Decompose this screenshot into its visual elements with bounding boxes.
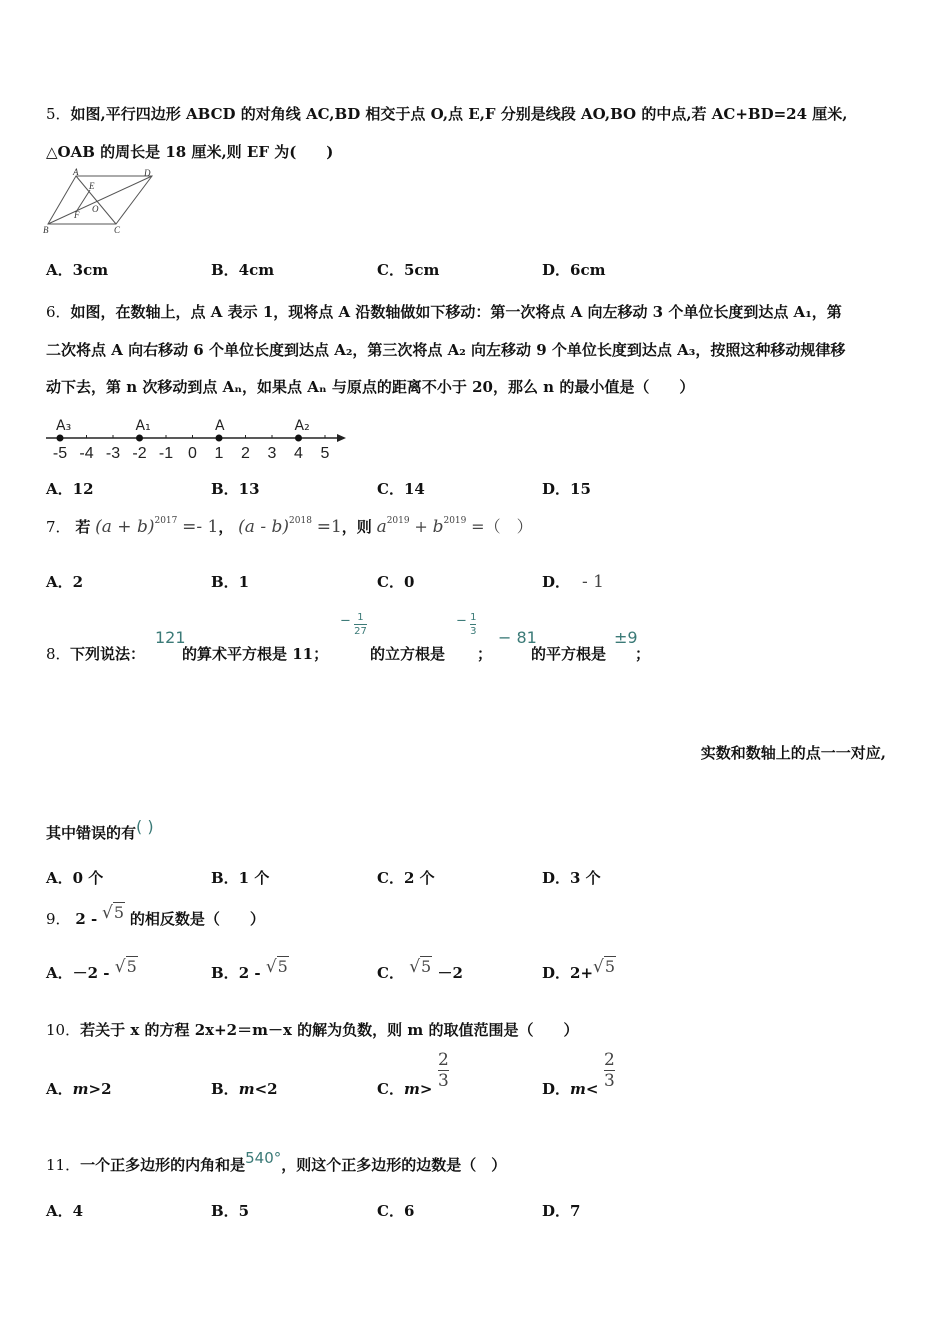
q11-angle: 540° [245, 1149, 282, 1167]
q8-option-d[interactable]: D．3 个 [542, 869, 601, 887]
q5-line2: △OAB 的周长是 18 厘米,则 EF 为( ) [46, 143, 334, 161]
q8-fraction-2: − $\frac{1}{3}$ [456, 612, 477, 637]
q7-stem: 7． 若 $(a + b)^{2017} =- 1$， (a - b)$^{2018}$ =1，则 $a^{2019} + b^{2019}$ =（ ） [46, 516, 533, 537]
q8-lead: 下列说法： [70, 645, 146, 663]
label-d: D [144, 168, 151, 178]
q10-option-c-fraction: 2 3 [438, 1050, 449, 1091]
q9-stem: 9． 2 - √5 的相反数是（ ） [46, 903, 265, 928]
q10-option-c[interactable]: C．m> [377, 1080, 433, 1098]
axis-tick-label: 2 [241, 445, 250, 462]
q10-option-d[interactable]: D．m< [542, 1080, 599, 1098]
axis-tick-label: -4 [79, 445, 94, 462]
axis-point-label: A₁ [135, 418, 151, 434]
q5-option-d[interactable]: D．6cm [542, 261, 606, 279]
q10-option-d-fraction: 2 3 [604, 1050, 615, 1091]
q11-option-b[interactable]: B．5 [211, 1202, 250, 1220]
axis-point [216, 435, 223, 442]
axis-tick-label: 1 [214, 445, 224, 462]
axis-tick-label: -2 [132, 445, 147, 462]
q8-text-1: 的算术平方根是 11； [182, 645, 329, 663]
q8-option-a[interactable]: A．0 个 [46, 869, 104, 887]
q6-option-a[interactable]: A．12 [46, 480, 94, 498]
q7-option-c[interactable]: C．0 [377, 573, 415, 591]
q8-paren: ( ) [136, 817, 154, 836]
q11-stem: 11．一个正多边形的内角和是540°，则这个正多边形的边数是（ ） [46, 1149, 507, 1174]
q5-number: 5． [46, 105, 71, 123]
q10-stem: 10．若关于 x 的方程 2x+2＝m－x 的解为负数，则 m 的取值范围是（ ） [46, 1021, 579, 1039]
q5-option-c[interactable]: C．5cm [377, 261, 440, 279]
q7-number: 7． [46, 518, 71, 536]
q5-parallelogram-figure [40, 168, 160, 236]
axis-tick-label: -3 [105, 445, 121, 462]
axis-tick-label: -5 [52, 445, 68, 462]
q8-semicolon-2: ； [635, 645, 651, 663]
q8-fraction-1: − $\frac{1}{27}$ [340, 612, 367, 637]
label-e: E [89, 181, 95, 191]
q5-option-a[interactable]: A．3cm [46, 261, 109, 279]
q6-line1: 6．如图，在数轴上，点 A 表示 1，现将点 A 沿数轴做如下移动：第一次将点 A 向左移动 3 个单位长度到达点 A₁，第 [46, 303, 842, 321]
q9-option-c[interactable]: C． √5 －2 [377, 957, 463, 982]
q11-number: 11． [46, 1156, 81, 1174]
label-a: A [73, 168, 79, 177]
q6-number-line [40, 410, 360, 466]
q6-option-d[interactable]: D．15 [542, 480, 591, 498]
axis-arrow-icon [337, 434, 346, 442]
label-o: O [92, 204, 99, 214]
q5-option-b[interactable]: B．4cm [211, 261, 275, 279]
axis-tick-label: 3 [267, 445, 277, 462]
q7-option-a[interactable]: A．2 [46, 573, 84, 591]
axis-point [57, 435, 64, 442]
q8-value-121: 121 [155, 628, 186, 647]
diagonal-bd [48, 176, 152, 224]
label-f: F [74, 210, 80, 220]
axis-point [295, 435, 302, 442]
q6-line2: 二次将点 A 向右移动 6 个单位长度到达点 A₂，第三次将点 A₂ 向左移动 9 个单位长度到达点 A₃，按照这种移动规律移 [46, 341, 846, 359]
q8-pm9: ±9 [614, 628, 638, 647]
q7-option-b[interactable]: B．1 [211, 573, 250, 591]
segment-ef [76, 190, 90, 212]
q8-text-5: 其中错误的有( ) [46, 817, 154, 842]
axis-point-label: A₃ [56, 418, 72, 434]
diagonal-ac [76, 176, 116, 224]
q9-option-b[interactable]: B．2 - √5 [211, 957, 288, 982]
axis-point-label: A₂ [294, 418, 310, 434]
label-b: B [43, 225, 49, 235]
q6-option-c[interactable]: C．14 [377, 480, 425, 498]
q6-option-b[interactable]: B．13 [211, 480, 260, 498]
q11-option-d[interactable]: D．7 [542, 1202, 581, 1220]
q11-option-a[interactable]: A．4 [46, 1202, 84, 1220]
q7-option-d[interactable]: D． - 1 [542, 572, 604, 592]
q7-expr1: (a + b) [95, 517, 155, 537]
axis-point-label: A [215, 418, 225, 434]
q10-number: 10． [46, 1021, 81, 1039]
q8-semicolon: ； [477, 645, 493, 663]
q9-option-d[interactable]: D．2+√5 [542, 957, 616, 982]
q10-option-a[interactable]: A．m>2 [46, 1080, 112, 1098]
q10-option-b[interactable]: B．m<2 [211, 1080, 278, 1098]
q5-line1: 5．如图,平行四边形 ABCD 的对角线 AC,BD 相交于点 O,点 E,F 分别是线段 AO,BO 的中点,若 AC+BD=24 厘米, [46, 105, 848, 123]
q6-line3: 动下去，第 n 次移动到点 Aₙ，如果点 Aₙ 与原点的距离不小于 20，那么 n 的最小值是（ ） [46, 378, 695, 396]
q9-sqrt: √5 [102, 903, 125, 923]
q8-text-3: 的平方根是 [531, 645, 607, 663]
q8-option-c[interactable]: C．2 个 [377, 869, 435, 887]
axis-point [136, 435, 143, 442]
q8-text-4: 实数和数轴上的点一一对应, [700, 744, 886, 762]
q8-option-b[interactable]: B．1 个 [211, 869, 270, 887]
q9-option-a[interactable]: A．－2 - √5 [46, 957, 137, 982]
label-c: C [114, 225, 121, 235]
axis-tick-label: 4 [294, 445, 303, 462]
q6-number: 6． [46, 303, 71, 321]
q8-value-neg81: − 81 [498, 628, 537, 647]
q9-number: 9． [46, 910, 71, 928]
q11-option-c[interactable]: C．6 [377, 1202, 415, 1220]
q8-number: 8． [46, 645, 71, 663]
q8-text-2: 的立方根是 [370, 645, 446, 663]
axis-tick-label: 5 [320, 445, 330, 462]
q7-expr2: (a - b) [238, 517, 290, 537]
axis-tick-label: 0 [188, 445, 197, 462]
axis-tick-label: -1 [158, 445, 174, 462]
